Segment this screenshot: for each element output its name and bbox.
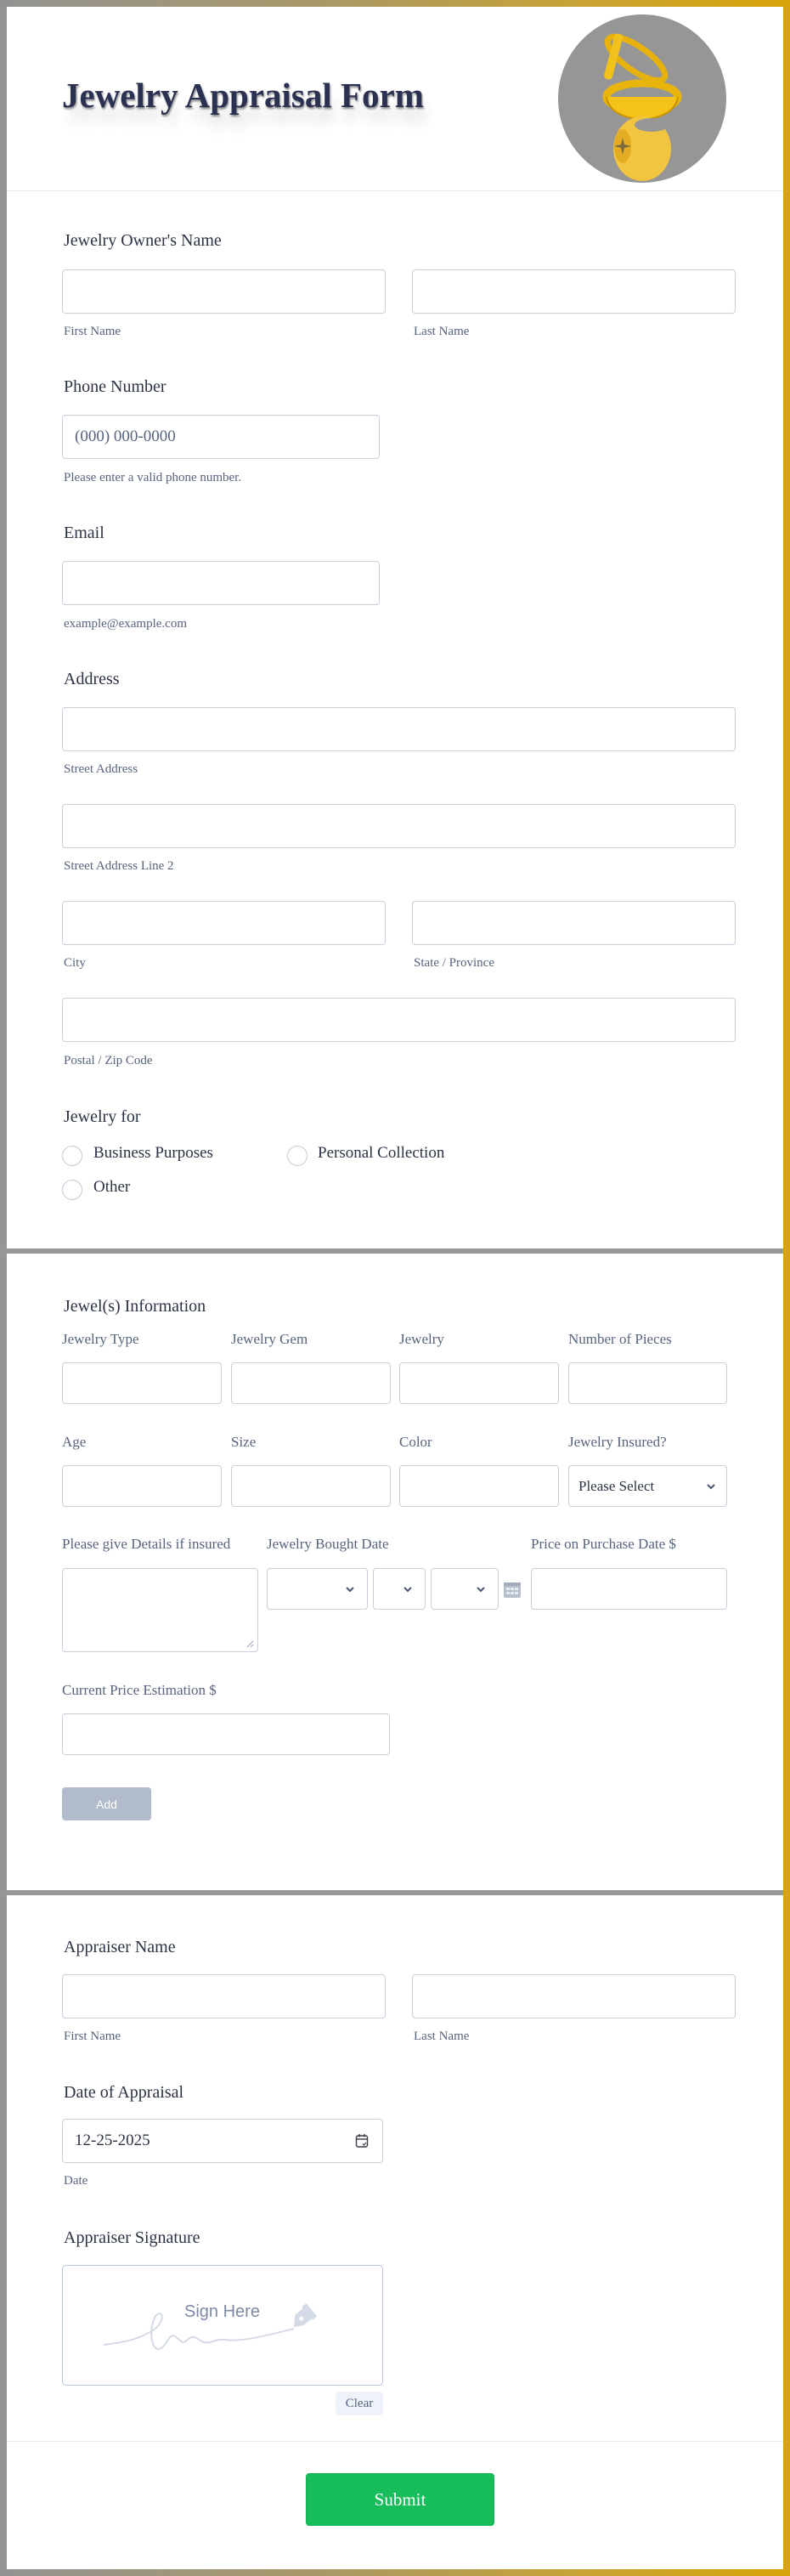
sign-here-placeholder: Sign Here xyxy=(184,2302,260,2321)
street-address-input[interactable] xyxy=(62,707,736,751)
jewelry-gem-label: Jewelry Gem xyxy=(231,1331,308,1347)
email-input[interactable] xyxy=(62,561,380,605)
radio-personal-collection[interactable] xyxy=(287,1146,308,1166)
page-break-1 xyxy=(0,1248,783,1254)
radio-business-purposes[interactable] xyxy=(62,1146,82,1166)
jewelry-gem-input[interactable] xyxy=(231,1362,391,1404)
clear-signature-button[interactable]: Clear xyxy=(336,2392,383,2415)
chevron-down-icon xyxy=(345,1586,355,1593)
insured-details-textarea[interactable] xyxy=(62,1568,258,1652)
phone-placeholder: (000) 000-0000 xyxy=(75,427,176,445)
resize-handle-icon[interactable] xyxy=(245,1639,254,1648)
jewelry-insured-selected-value: Please Select xyxy=(578,1477,655,1494)
appraiser-name-label: Appraiser Name xyxy=(64,1938,176,1956)
radio-label-business-purposes[interactable]: Business Purposes xyxy=(93,1144,213,1162)
jewels-info-label: Jewel(s) Information xyxy=(64,1297,206,1316)
current-price-label: Current Price Estimation $ xyxy=(62,1682,217,1698)
appraiser-first-name-input[interactable] xyxy=(62,1974,386,2018)
radio-label-other[interactable]: Other xyxy=(93,1178,131,1196)
age-label: Age xyxy=(62,1434,87,1450)
postal-code-sublabel: Postal / Zip Code xyxy=(64,1054,153,1067)
purchase-price-label: Price on Purchase Date $ xyxy=(531,1536,676,1552)
insured-details-label: Please give Details if insured xyxy=(62,1536,231,1552)
calendar-check-icon[interactable] xyxy=(355,2133,369,2149)
submit-button[interactable]: Submit xyxy=(306,2473,494,2526)
jewelry-insured-select[interactable] xyxy=(568,1465,727,1507)
chevron-down-icon xyxy=(403,1586,413,1593)
city-sublabel: City xyxy=(64,956,86,970)
number-of-pieces-input[interactable] xyxy=(568,1362,727,1404)
page-break-2 xyxy=(0,1890,783,1895)
appraisal-date-sublabel: Date xyxy=(64,2174,88,2188)
chevron-down-icon xyxy=(476,1586,486,1593)
phone-input[interactable] xyxy=(62,415,380,459)
owner-first-name-input[interactable] xyxy=(62,269,386,314)
street-address-line2-input[interactable] xyxy=(62,804,736,848)
radio-other[interactable] xyxy=(62,1180,82,1200)
last-name-sublabel: Last Name xyxy=(414,325,470,338)
bought-date-month-select[interactable] xyxy=(267,1568,368,1610)
footer-divider xyxy=(7,2441,783,2442)
radio-label-personal-collection[interactable]: Personal Collection xyxy=(318,1144,445,1162)
city-input[interactable] xyxy=(62,901,386,945)
address-label: Address xyxy=(64,670,120,688)
signature-pad[interactable] xyxy=(62,2265,383,2386)
color-label: Color xyxy=(399,1434,432,1450)
appraiser-last-name-input[interactable] xyxy=(412,1974,736,2018)
jewelry-input[interactable] xyxy=(399,1362,559,1404)
add-button[interactable]: Add xyxy=(62,1787,151,1820)
rings-logo-image xyxy=(558,14,726,183)
appraiser-last-name-sublabel: Last Name xyxy=(414,2030,470,2043)
frame-left-border xyxy=(0,0,7,2576)
jewelry-type-input[interactable] xyxy=(62,1362,222,1404)
state-sublabel: State / Province xyxy=(414,956,494,970)
gold-rings-icon xyxy=(558,14,726,183)
number-of-pieces-label: Number of Pieces xyxy=(568,1331,672,1347)
appraisal-date-input[interactable] xyxy=(62,2119,383,2163)
frame-bottom-border xyxy=(0,2569,790,2576)
jewelry-type-label: Jewelry Type xyxy=(62,1331,139,1347)
current-price-input[interactable] xyxy=(62,1713,390,1755)
header-divider xyxy=(7,190,783,191)
form-title: Jewelry Appraisal Form xyxy=(62,76,424,115)
size-label: Size xyxy=(231,1434,257,1450)
bought-date-year-select[interactable] xyxy=(431,1568,499,1610)
chevron-down-icon xyxy=(706,1483,716,1490)
age-input[interactable] xyxy=(62,1465,222,1507)
frame-right-border xyxy=(783,0,790,2576)
phone-sublabel: Please enter a valid phone number. xyxy=(64,471,242,484)
purchase-price-input[interactable] xyxy=(531,1568,727,1610)
signature-label: Appraiser Signature xyxy=(64,2228,200,2247)
street-address-line2-sublabel: Street Address Line 2 xyxy=(64,859,174,873)
frame-top-border xyxy=(0,0,790,7)
calendar-icon[interactable] xyxy=(503,1580,522,1599)
size-input[interactable] xyxy=(231,1465,391,1507)
owner-name-label: Jewelry Owner's Name xyxy=(64,231,222,250)
jewelry-for-label: Jewelry for xyxy=(64,1107,141,1126)
jewelry-label: Jewelry xyxy=(399,1331,444,1347)
bought-date-day-select[interactable] xyxy=(373,1568,426,1610)
appraisal-date-value: 12-25-2025 xyxy=(75,2132,150,2149)
postal-code-input[interactable] xyxy=(62,998,736,1042)
street-address-sublabel: Street Address xyxy=(64,762,138,776)
phone-label: Phone Number xyxy=(64,377,166,396)
bought-date-label: Jewelry Bought Date xyxy=(267,1536,389,1552)
state-input[interactable] xyxy=(412,901,736,945)
color-input[interactable] xyxy=(399,1465,559,1507)
appraisal-date-label: Date of Appraisal xyxy=(64,2083,184,2102)
email-sublabel: example@example.com xyxy=(64,617,188,631)
signature-pen-icon xyxy=(97,2298,343,2358)
appraiser-first-name-sublabel: First Name xyxy=(64,2030,121,2043)
owner-last-name-input[interactable] xyxy=(412,269,736,314)
jewelry-insured-label: Jewelry Insured? xyxy=(568,1434,667,1450)
first-name-sublabel: First Name xyxy=(64,325,121,338)
email-label: Email xyxy=(64,524,104,542)
